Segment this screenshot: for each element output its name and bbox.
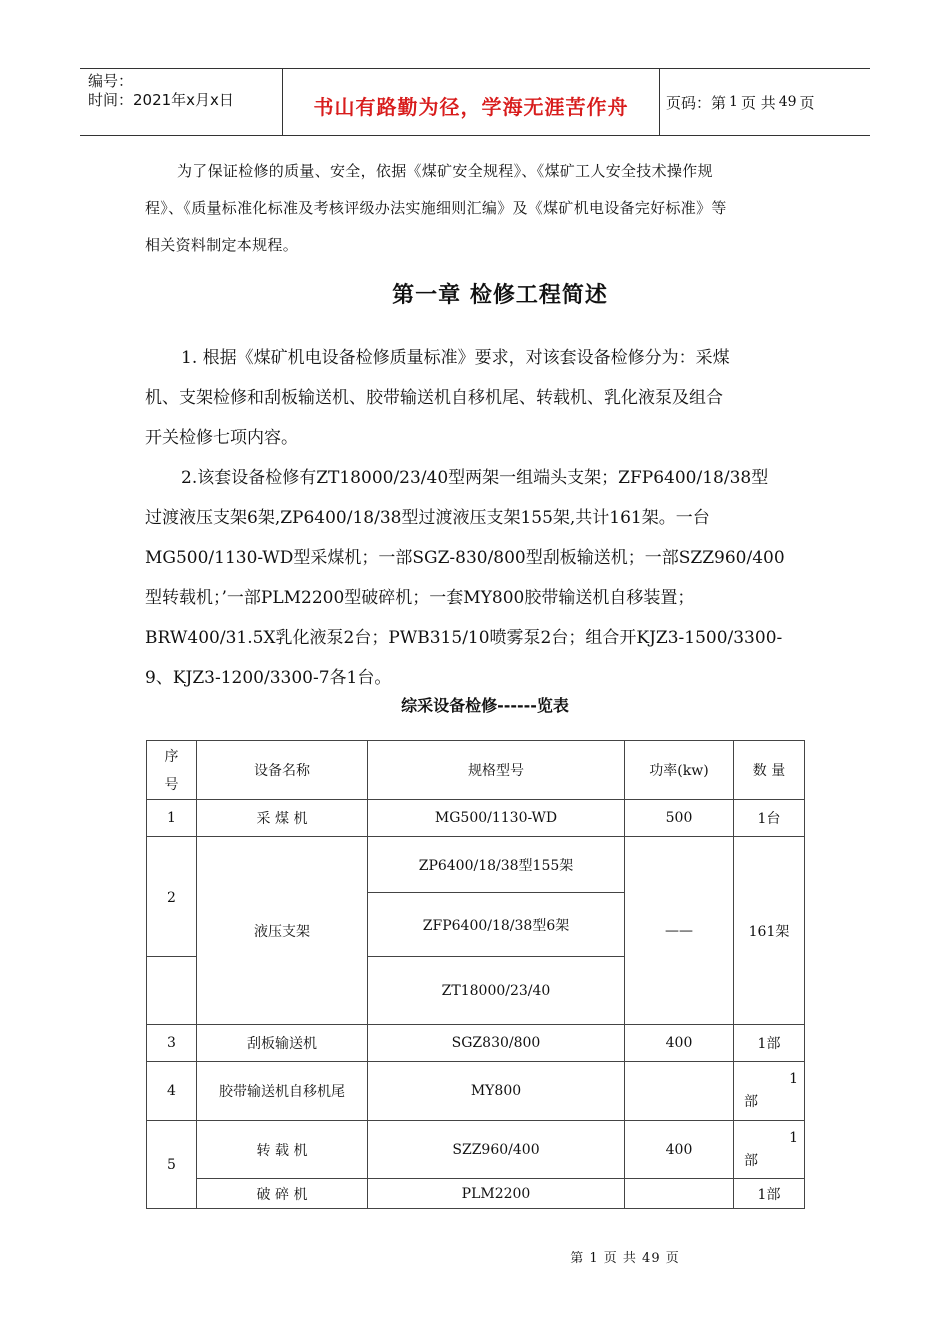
paragraph-line: BRW400/31.5X乳化液泵2台；PWB315/10喷雾泵2台；组合开KJZ3-1500/3300-	[145, 628, 783, 648]
paragraph-line: MG500/1130-WD型采煤机；一部SGZ-830/800型刮板输送机；一部SZZ960/400	[145, 548, 785, 568]
header-motto-cell	[282, 69, 660, 135]
paragraph-line: 2.该套设备检修有ZT18000/23/40型两架一组端头支架；ZFP6400/18/38型	[181, 468, 769, 488]
table-row	[147, 1025, 805, 1062]
cell-seq: 5	[147, 1121, 197, 1209]
paragraph-line: 过渡液压支架6架,ZP6400/18/38型过渡液压支架155架,共计161架。一台	[145, 508, 710, 528]
cell-seq: 1	[147, 800, 197, 837]
cell-model: ZP6400/18/38型155架	[368, 837, 625, 893]
cell-model: ZFP6400/18/38型6架	[368, 893, 625, 957]
header-page-info	[660, 69, 870, 135]
cell-power: 400	[625, 1025, 734, 1062]
intro-line: 程》、《质量标准化标准及考核评级办法实施细则汇编》及《煤矿机电设备完好标准》等	[145, 199, 727, 217]
table-title: 综采设备检修------览表	[401, 696, 569, 715]
cell-name: 采 煤 机	[197, 800, 368, 837]
paragraph-line: 9、KJZ3-1200/3300-7各1台。	[145, 668, 392, 688]
qty-unit: 部	[744, 1152, 758, 1169]
cell-qty: 1台	[734, 800, 805, 837]
header-seq	[147, 741, 197, 800]
cell-model: SZZ960/400	[368, 1121, 625, 1179]
chapter-title: 第一章 检修工程简述	[392, 283, 608, 308]
cell-seq: 3	[147, 1025, 197, 1062]
cell-qty: 161架	[734, 837, 805, 1025]
cell-qty: 1部	[734, 1179, 805, 1209]
paragraph-line: 1. 根据《煤矿机电设备检修质量标准》要求，对该套设备检修分为：采煤	[181, 348, 730, 368]
header-power: 功率(kw)	[625, 741, 734, 800]
cell-name: 转 载 机	[197, 1121, 368, 1179]
cell-model: SGZ830/800	[368, 1025, 625, 1062]
equipment-table	[146, 740, 805, 1209]
cell-power	[625, 1179, 734, 1209]
header-name: 设备名称	[197, 741, 368, 800]
cell-qty	[734, 1062, 805, 1121]
cell-seq: 2	[147, 837, 197, 957]
intro-line: 相关资料制定本规程。	[145, 236, 299, 254]
page-suffix: 页	[799, 93, 815, 112]
paragraph-line: 机、支架检修和刮板输送机、胶带输送机自移机尾、转载机、乳化液泵及组合	[145, 388, 723, 408]
paragraph-2	[145, 458, 825, 698]
header-seq-bottom: 号	[164, 777, 179, 793]
table-row	[147, 1179, 805, 1209]
cell-power: ——	[625, 837, 734, 1025]
qty-number: 1	[789, 1071, 798, 1087]
paragraph-line: 开关检修七项内容。	[145, 428, 298, 448]
page-mid: 页 共	[740, 93, 776, 112]
page-header	[80, 68, 870, 136]
table-row	[147, 800, 805, 837]
cell-seq-empty	[147, 957, 197, 1025]
header-motto: 书山有路勤为径，学海无涯苦作舟	[313, 94, 629, 119]
cell-seq: 4	[147, 1062, 197, 1121]
header-qty: 数 量	[734, 741, 805, 800]
cell-power: 500	[625, 800, 734, 837]
cell-model: PLM2200	[368, 1179, 625, 1209]
header-model: 规格型号	[368, 741, 625, 800]
cell-power	[625, 1062, 734, 1121]
qty-number: 1	[789, 1129, 798, 1146]
page-number: 1	[729, 94, 738, 110]
table-row	[147, 837, 805, 893]
table-row	[147, 1062, 805, 1121]
table-row	[147, 1121, 805, 1179]
cell-name: 破 碎 机	[197, 1179, 368, 1209]
header-seq-top: 序	[164, 749, 179, 765]
table-header-row	[147, 741, 805, 800]
header-meta	[80, 69, 282, 135]
cell-power: 400	[625, 1121, 734, 1179]
cell-qty: 1部	[734, 1025, 805, 1062]
cell-name: 液压支架	[197, 837, 368, 1025]
page-prefix: 页码：第	[666, 93, 727, 112]
cell-model: MG500/1130-WD	[368, 800, 625, 837]
cell-model: MY800	[368, 1062, 625, 1121]
intro-paragraph	[145, 153, 825, 264]
qty-unit: 部	[744, 1094, 758, 1110]
page-footer: 第 1 页 共 49 页	[570, 1251, 680, 1266]
paragraph-1	[145, 338, 825, 458]
doc-time-label: 时间：2021年x月x日	[88, 91, 234, 109]
page-total: 49	[778, 94, 797, 110]
intro-line: 为了保证检修的质量、安全，依据《煤矿安全规程》、《煤矿工人安全技术操作规	[177, 162, 713, 180]
cell-name: 刮板输送机	[197, 1025, 368, 1062]
cell-name: 胶带输送机自移机尾	[197, 1062, 368, 1121]
cell-model: ZT18000/23/40	[368, 957, 625, 1025]
doc-number-label: 编号：	[88, 72, 134, 90]
paragraph-line: 型转载机；’一部PLM2200型破碎机；一套MY800胶带输送机自移装置；	[145, 588, 695, 608]
cell-qty	[734, 1121, 805, 1179]
